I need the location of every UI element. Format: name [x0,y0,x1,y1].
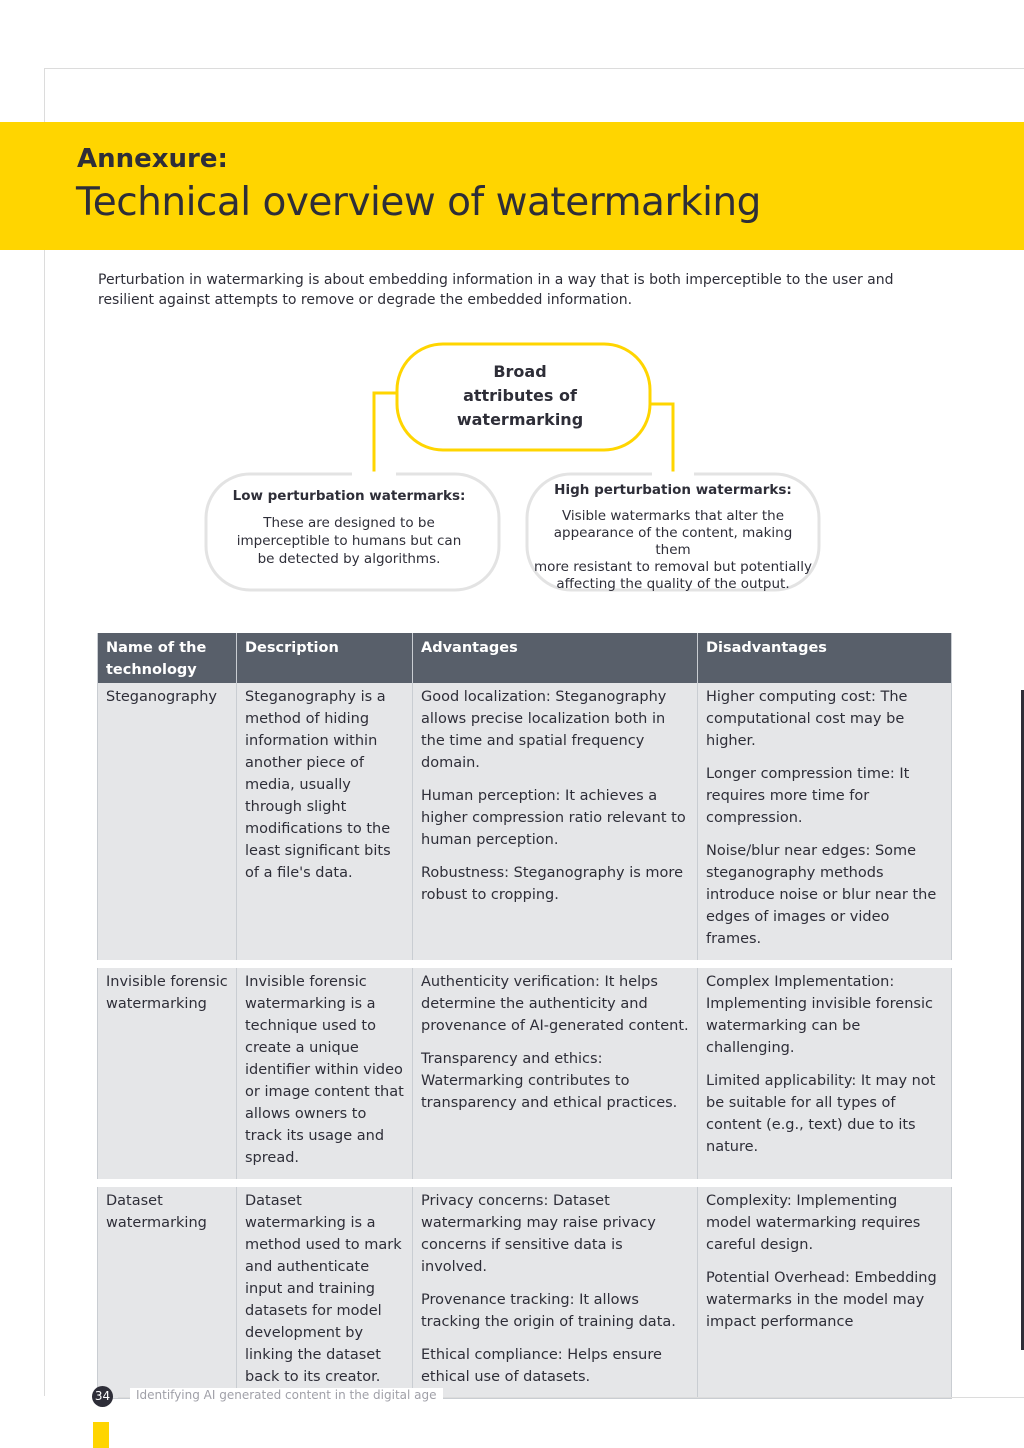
technology-advantages [413,683,698,964]
disadvantage-item: Noise/blur near edges: Some steganography methods introduce noise or blur near the edges of images or video frames. [706,843,937,947]
section-kicker: Annexure: [77,144,228,174]
footer-accent-tab [93,1422,109,1448]
disadvantage-item: Higher computing cost: The computational cost may be higher. [706,689,908,749]
column-header-description: Description [237,633,413,683]
column-header-advantages: Advantages [413,633,698,683]
advantage-item: Ethical compliance: Helps ensure ethical use of datasets. [421,1347,662,1385]
hub-line: watermarking [456,410,584,429]
technology-advantages [413,1183,698,1399]
advantage-item: Human perception: It achieves a higher compression ratio relevant to human perception. [421,788,686,848]
high-perturbation-heading: High perturbation watermarks: [554,482,792,498]
hub-line: attributes of [463,386,577,405]
low-perturbation-heading: Low perturbation watermarks: [232,488,466,504]
technology-description: Invisible forensic watermarking is a technique used to create a unique identifier within video or image content that allows owners to track its usage and spread. [237,964,413,1183]
disadvantage-item: Potential Overhead: Embedding watermarks in the model may impact performance [706,1270,937,1330]
connector-left [374,393,397,472]
technology-advantages [413,964,698,1183]
disadvantage-item: Limited applicability: It may not be suitable for all types of content (e.g., text) due to its nature. [706,1073,936,1155]
body-line: more resistant to removal but potentially [534,559,812,575]
footer-running-title: Identifying AI generated content in the digital age [130,1388,443,1402]
page-number-badge: 34 [92,1386,113,1407]
body-line: be detected by algorithms. [257,551,441,567]
low-perturbation-body [224,514,474,568]
body-line: imperceptible to humans but can [236,533,462,549]
page-title: Technical overview of watermarking [76,180,761,225]
watermarking-technologies-table [97,633,952,1399]
table-header-row [98,633,952,683]
table-row [98,964,952,1183]
disadvantage-item: Complexity: Implementing model watermarking requires careful design. [706,1193,921,1253]
page-frame-left [44,68,45,1396]
column-header-name: Name of the technology [98,633,237,683]
advantage-item: Good localization: Steganography allows precise localization both in the time and spatial frequency domain. [421,689,667,771]
advantage-item: Authenticity verification: It helps determine the authenticity and provenance of AI-generated content. [421,974,689,1034]
high-perturbation-text [534,482,812,593]
body-line: These are designed to be [263,515,435,531]
table-row [98,1183,952,1399]
table-row [98,683,952,964]
technology-name: Steganography [98,683,237,964]
low-perturbation-text [224,488,474,568]
connector-right [650,404,673,472]
attributes-diagram [0,330,1024,610]
technology-name: Invisible forensic watermarking [98,964,237,1183]
technology-disadvantages [698,683,952,964]
intro-paragraph: Perturbation in watermarking is about embedding information in a way that is both imperceptible to the user and resilient against attempts to remove or degrade the embedded information. [98,272,894,308]
body-line: affecting the quality of the output. [556,576,790,592]
technology-name: Dataset watermarking [98,1183,237,1399]
column-header-disadvantages: Disadvantages [698,633,952,683]
advantage-item: Privacy concerns: Dataset watermarking may raise privacy concerns if sensitive data is involved. [421,1193,656,1275]
technology-disadvantages [698,1183,952,1399]
technology-description: Dataset watermarking is a method used to mark and authenticate input and training datasets for model development by linking the dataset back to its creator. [237,1183,413,1399]
body-line: appearance of the content, making them [553,525,793,558]
technology-description: Steganography is a method of hiding information within another piece of media, usually through slight modifications to the least significant bits of a file's data. [237,683,413,964]
technology-disadvantages [698,964,952,1183]
hub-label [440,360,600,432]
high-perturbation-body [534,508,812,593]
advantage-item: Transparency and ethics: Watermarking contributes to transparency and ethical practices. [421,1051,678,1111]
body-line: Visible watermarks that alter the [561,508,785,524]
page-frame-top [44,68,1024,69]
advantage-item: Provenance tracking: It allows tracking the origin of training data. [421,1292,676,1330]
title-banner [0,122,1024,250]
disadvantage-item: Longer compression time: It requires more time for compression. [706,766,910,826]
hub-line: Broad [493,362,547,381]
disadvantage-item: Complex Implementation: Implementing invisible forensic watermarking can be challenging. [706,974,933,1056]
advantage-item: Robustness: Steganography is more robust to cropping. [421,865,683,903]
